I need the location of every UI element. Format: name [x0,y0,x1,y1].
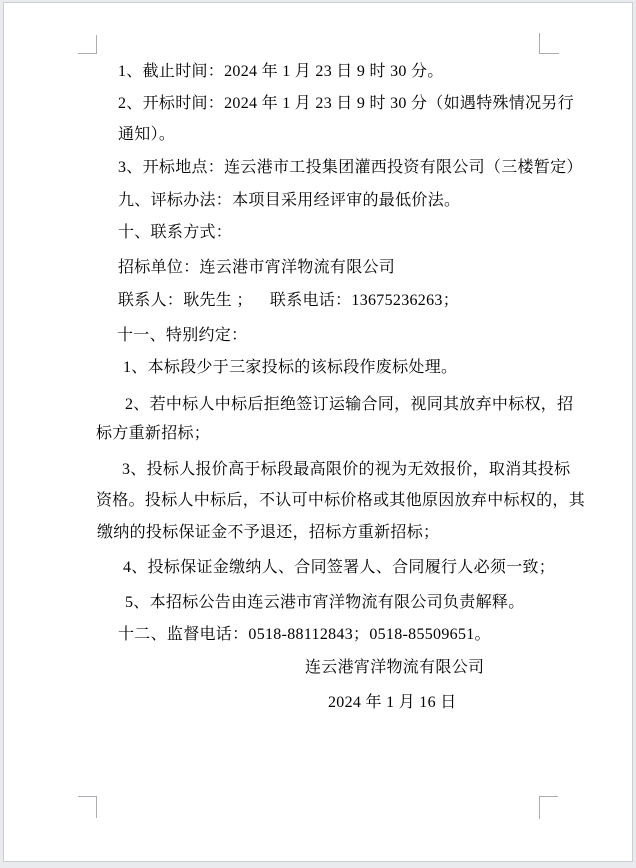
document-line: 5、本招标公告由连云港市宵洋物流有限公司负责解释。 [125,594,525,611]
document-line: 2、若中标人中标后拒绝签订运输合同，视同其放弃中标权，招 [125,396,574,413]
document-line: 通知）。 [118,126,176,143]
document-line: 缴纳的投标保证金不予退还，招标方重新招标； [97,524,440,541]
document-line: 十一、特别约定： [117,327,248,344]
document-line: 资格。投标人中标后，不认可中标价格或其他原因放弃中标权的，其 [96,492,586,509]
document-line: 1、截止时间：2024 年 1 月 23 日 9 时 30 分。 [118,63,444,80]
document-line: 联系人：耿先生 ； 联系电话：13675236263； [118,292,460,309]
document-line: 十、联系方式： [118,224,233,241]
document-line: 2、开标时间：2024 年 1 月 23 日 9 时 30 分（如遇特殊情况另行 [118,95,575,112]
document-line: 3、投标人报价高于标段最高限价的视为无效报价，取消其投标 [122,461,571,478]
document-line: 2024 年 1 月 16 日 [328,694,457,711]
document-line: 连云港宵洋物流有限公司 [305,659,485,676]
document-line: 九、评标办法：本项目采用经评审的最低价法。 [118,192,461,209]
document-line: 4、投标保证金缴纳人、合同签署人、合同履行人必须一致； [123,559,556,576]
document-line: 1、本标段少于三家投标的该标段作废标处理。 [123,359,458,376]
document-line: 3、开标地点：连云港市工投集团灌西投资有限公司（三楼暂定） [118,159,583,176]
document-line: 招标单位：连云港市宵洋物流有限公司 [118,259,396,276]
document-line: 标方重新招标； [96,425,211,442]
document-line: 十二、监督电话：0518-88112843；0518-85509651。 [118,626,491,643]
